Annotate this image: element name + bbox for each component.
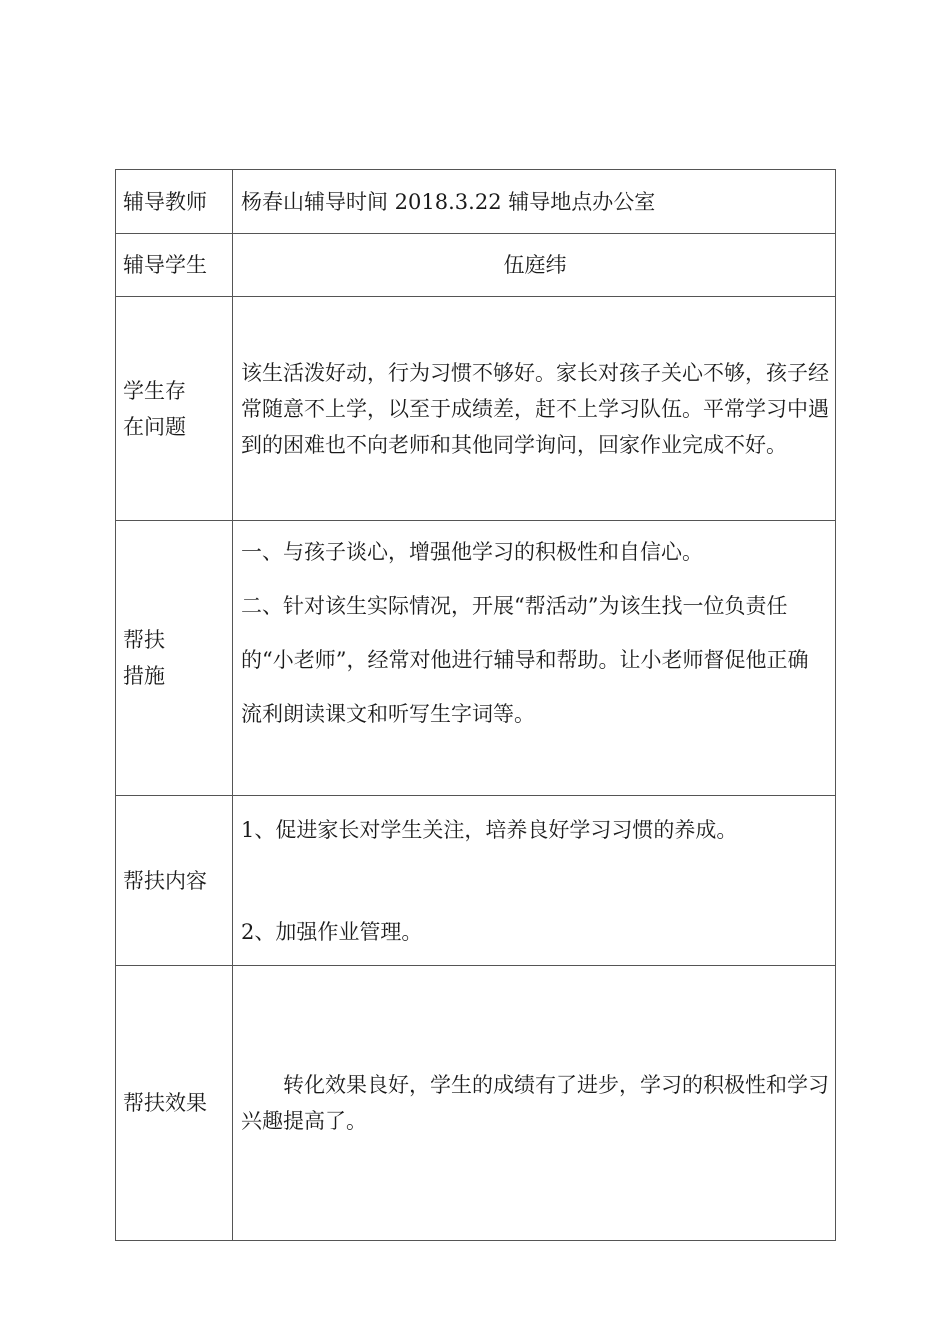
content-label: 帮扶内容 (116, 796, 233, 966)
measure-label (116, 521, 233, 796)
teacher-label: 辅导教师 (116, 170, 233, 234)
measure-label-line2: 措施 (123, 664, 165, 688)
student-name-value: 伍庭纬 (233, 234, 836, 297)
measure-item: 一、与孩子谈心，增强他学习的积极性和自信心。 (241, 540, 703, 564)
student-row (116, 234, 836, 297)
teacher-time-location-value: 杨春山辅导时间 2018.3.22 辅导地点办公室 (233, 170, 836, 234)
effect-description: 转化效果良好，学生的成绩有了进步，学习的积极性和学习兴趣提高了。 (233, 966, 836, 1241)
measure-label-line1: 帮扶 (123, 628, 165, 652)
problem-description: 该生活泼好动，行为习惯不够好。家长对孩子关心不够，孩子经常随意不上学，以至于成绩差，赶不上学习队伍。平常学习中遇到的困难也不向老师和其他同学询问，回家作业完成不好。 (233, 297, 836, 521)
student-label: 辅导学生 (116, 234, 233, 297)
content-item: 1、促进家长对学生关注，培养良好学习习惯的养成。 (241, 817, 738, 842)
effect-label: 帮扶效果 (116, 966, 233, 1241)
tutoring-record-table (115, 169, 836, 1241)
measure-content (233, 521, 836, 796)
spacer (241, 848, 829, 914)
content-item: 2、加强作业管理。 (241, 919, 423, 944)
teacher-row (116, 170, 836, 234)
problem-label-line1: 学生存 (123, 378, 186, 403)
effect-row (116, 966, 836, 1241)
content-items (233, 796, 836, 966)
measure-item: 二、针对该生实际情况，开展“帮活动”为该生找一位负责任的“小老师”，经常对他进行辅导和帮助。让小老师督促他正确流利朗读课文和听写生字词等。 (241, 594, 809, 726)
content-row (116, 796, 836, 966)
measure-row (116, 521, 836, 796)
problem-label-line2: 在问题 (123, 414, 186, 439)
problem-label (116, 297, 233, 521)
problem-row (116, 297, 836, 521)
